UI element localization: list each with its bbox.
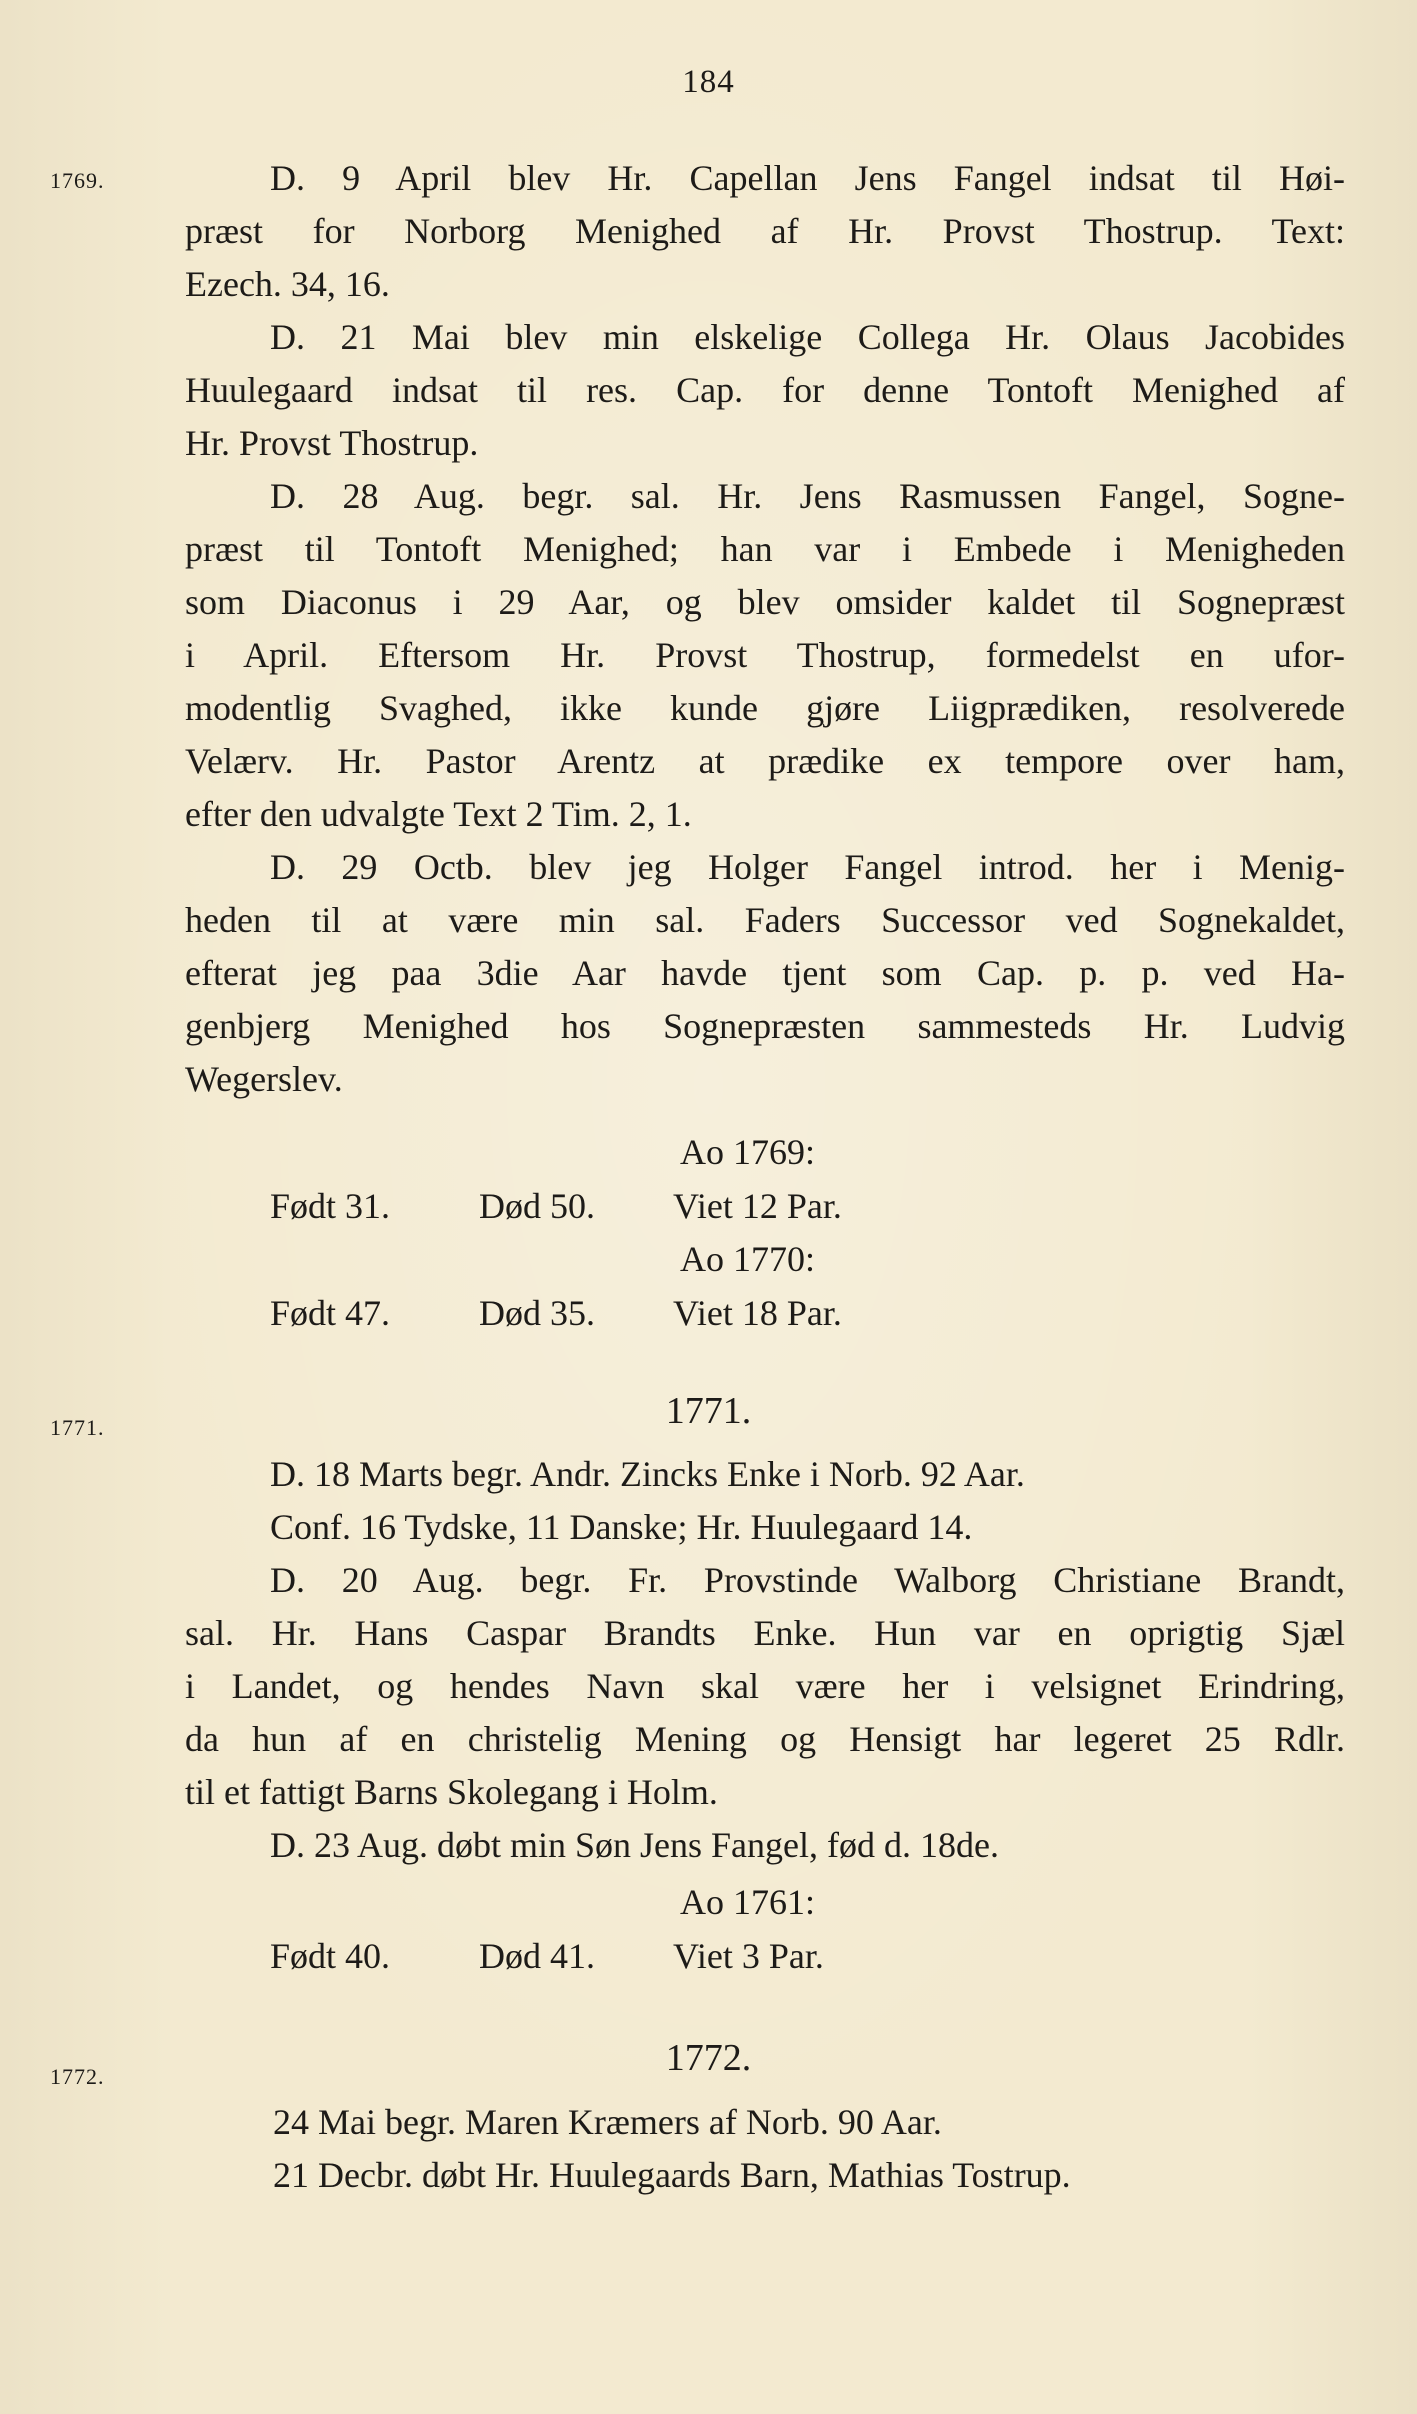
stats-dead: Død 50. xyxy=(479,1186,595,1226)
stats-born: Født 31. xyxy=(270,1186,391,1226)
text-line: D. 23 Aug. døbt min Søn Jens Fangel, fød d. 18de. xyxy=(270,1825,999,1865)
text-line: Conf. 16 Tydske, 11 Danske; Hr. Huulegaard 14. xyxy=(270,1507,973,1547)
text-line: 24 Mai begr. Maren Kræmers af Norb. 90 Aar. xyxy=(273,2102,942,2142)
stats-dead: Død 41. xyxy=(479,1936,595,1976)
section-heading-1772: 1772. xyxy=(665,2037,752,2079)
entries-1771 xyxy=(185,1448,1345,1872)
text-line: D. 28 Aug. begr. sal. Hr. Jens Rasmussen Fangel, Sogne- xyxy=(270,476,1345,516)
text-line: modentlig Svaghed, ikke kunde gjøre Liigprædiken, resolverede xyxy=(185,688,1345,728)
text-line: præst for Norborg Menighed af Hr. Provst Thostrup. Text: xyxy=(185,211,1345,251)
text-line: sal. Hr. Hans Caspar Brandts Enke. Hun var en oprigtig Sjæl xyxy=(185,1613,1345,1653)
text-line: Huulegaard indsat til res. Cap. for denne Tontoft Menighed af xyxy=(185,370,1345,410)
stats-row-1769 xyxy=(270,1180,842,1233)
stats-heading-1769: Ao 1769: xyxy=(680,1132,815,1172)
section-heading-1771: 1771. xyxy=(665,1390,752,1432)
stats-heading-1770: Ao 1770: xyxy=(680,1239,815,1279)
text-line: Wegerslev. xyxy=(185,1059,343,1099)
text-line: D. 29 Octb. blev jeg Holger Fangel introd. her i Menig- xyxy=(270,847,1345,887)
stats-married: Viet 3 Par. xyxy=(673,1936,824,1976)
stats-heading-1761: Ao 1761: xyxy=(680,1882,815,1922)
margin-year-1772: 1772. xyxy=(50,2064,105,2089)
text-line: 21 Decbr. døbt Hr. Huulegaards Barn, Mathias Tostrup. xyxy=(273,2155,1071,2195)
text-line: Hr. Provst Thostrup. xyxy=(185,423,479,463)
stats-dead: Død 35. xyxy=(479,1293,595,1333)
text-line: i Landet, og hendes Navn skal være her i velsignet Erindring, xyxy=(185,1666,1345,1706)
stats-born: Født 47. xyxy=(270,1293,391,1333)
margin-year-1771: 1771. xyxy=(50,1415,105,1440)
text-line: præst til Tontoft Menighed; han var i Embede i Menigheden xyxy=(185,529,1345,569)
text-line: som Diaconus i 29 Aar, og blev omsider kaldet til Sognepræst xyxy=(185,582,1345,622)
entries-1769 xyxy=(185,152,1345,1106)
text-line: da hun af en christelig Mening og Hensigt har legeret 25 Rdlr. xyxy=(185,1719,1345,1759)
stats-row-1761 xyxy=(270,1930,824,1983)
text-line: D. 9 April blev Hr. Capellan Jens Fangel indsat til Høi- xyxy=(270,158,1345,198)
text-line: til et fattigt Barns Skolegang i Holm. xyxy=(185,1772,718,1812)
entries-1772 xyxy=(185,2096,1345,2202)
text-line: heden til at være min sal. Faders Successor ved Sognekaldet, xyxy=(185,900,1345,940)
page-number: 184 xyxy=(682,64,735,100)
stats-married: Viet 12 Par. xyxy=(673,1186,842,1226)
text-line: D. 21 Mai blev min elskelige Collega Hr. Olaus Jacobides xyxy=(270,317,1345,357)
stats-row-1770 xyxy=(270,1287,842,1340)
text-line: efterat jeg paa 3die Aar havde tjent som Cap. p. p. ved Ha- xyxy=(185,953,1345,993)
stats-married: Viet 18 Par. xyxy=(673,1293,842,1333)
text-line: i April. Eftersom Hr. Provst Thostrup, formedelst en ufor- xyxy=(185,635,1345,675)
text-line: D. 20 Aug. begr. Fr. Provstinde Walborg Christiane Brandt, xyxy=(270,1560,1345,1600)
margin-year-1769: 1769. xyxy=(50,168,105,193)
text-line: genbjerg Menighed hos Sognepræsten sammesteds Hr. Ludvig xyxy=(185,1006,1345,1046)
text-line: Ezech. 34, 16. xyxy=(185,264,390,304)
text-line: Velærv. Hr. Pastor Arentz at prædike ex tempore over ham, xyxy=(185,741,1345,781)
stats-born: Født 40. xyxy=(270,1936,391,1976)
text-line: D. 18 Marts begr. Andr. Zincks Enke i Norb. 92 Aar. xyxy=(270,1454,1025,1494)
text-line: efter den udvalgte Text 2 Tim. 2, 1. xyxy=(185,794,692,834)
